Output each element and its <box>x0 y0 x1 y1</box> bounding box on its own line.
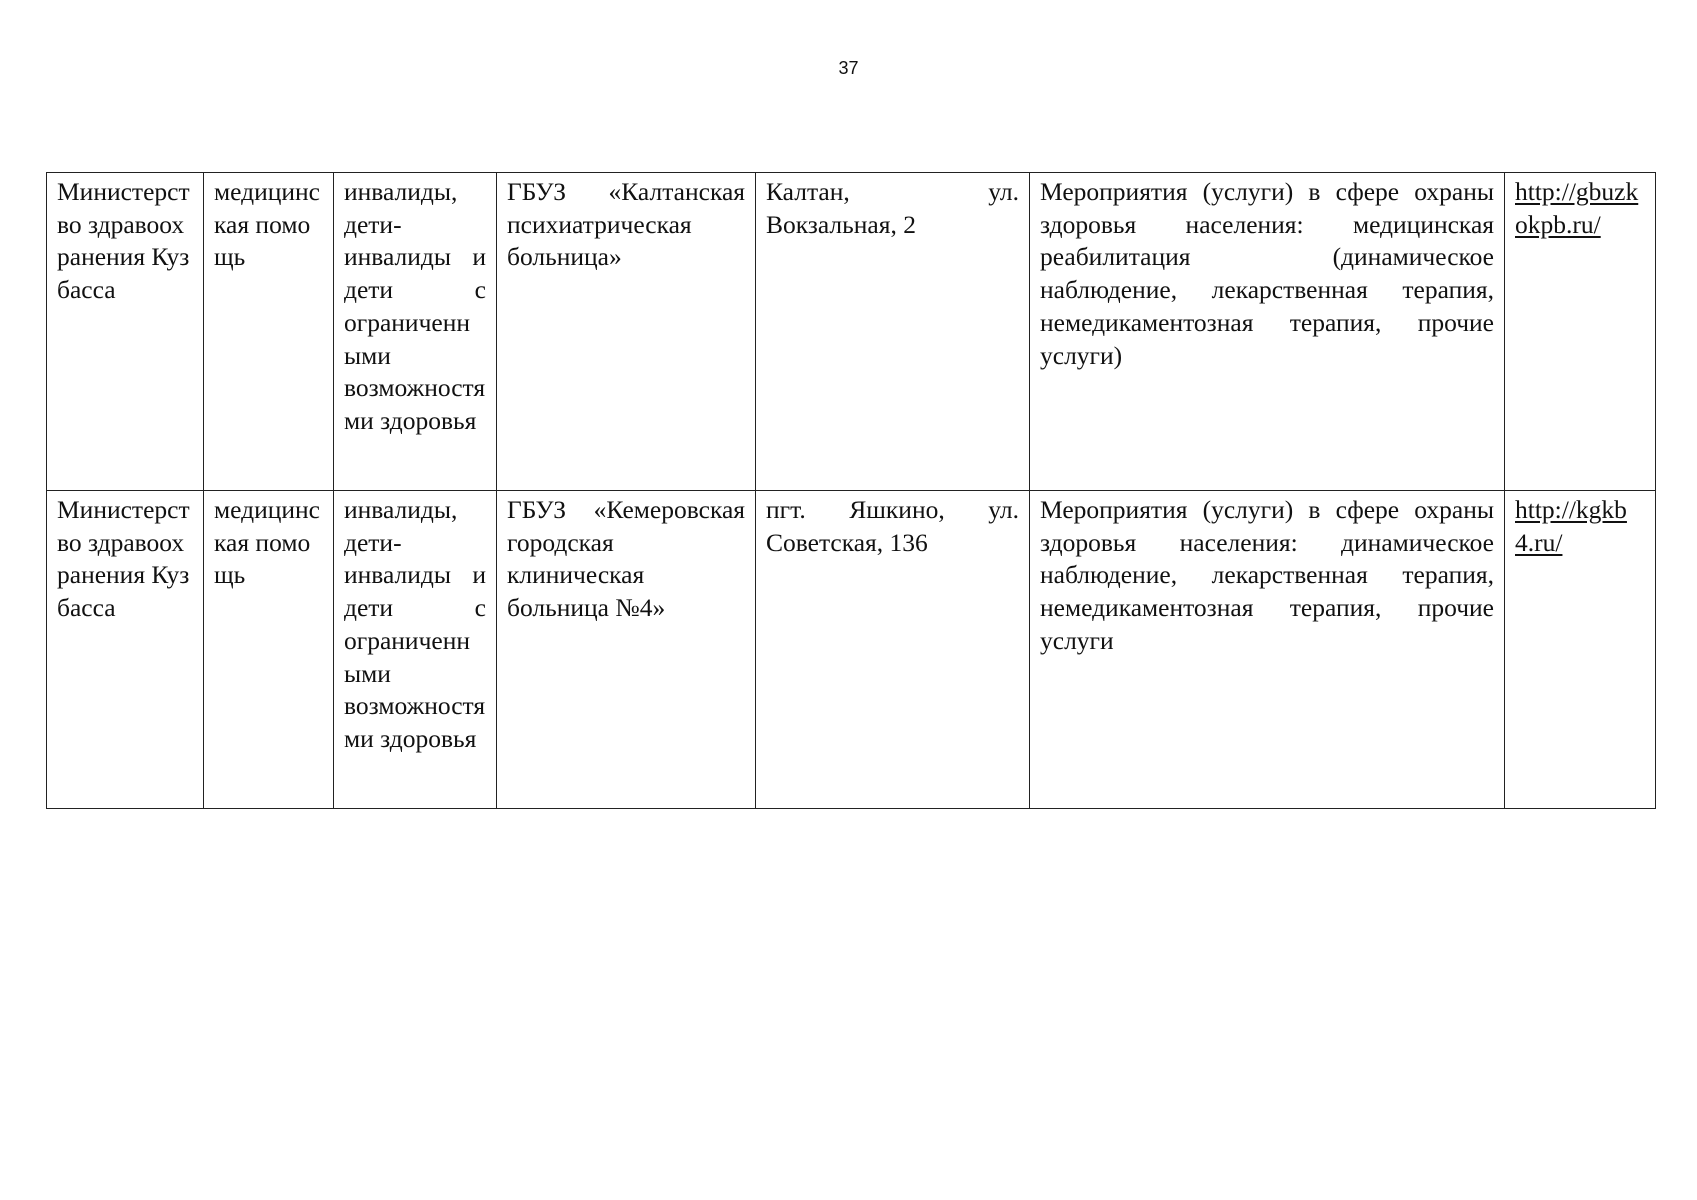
table-row <box>47 491 1656 809</box>
recipients-cell <box>334 491 497 809</box>
category-text: медицинская помощь <box>214 495 320 590</box>
category-text: медицинская помощь <box>214 177 320 272</box>
institution-text: ГБУЗ «Калтанская психиатрическая больница» <box>507 177 745 272</box>
ministry-cell <box>47 173 204 491</box>
website-link[interactable]: http://kgkb4.ru/ <box>1515 495 1627 557</box>
category-cell <box>204 173 334 491</box>
ministry-text: Министерство здравоохранения Кузбасса <box>57 495 190 623</box>
recipients-cell <box>334 173 497 491</box>
institution-text: ГБУЗ «Кемеровская городская клиническая больница №4» <box>507 495 745 623</box>
services-cell <box>1030 491 1505 809</box>
website-cell <box>1505 173 1656 491</box>
institution-cell <box>497 491 756 809</box>
services-table <box>46 172 1656 809</box>
address-text: Калтан, ул. Вокзальная, 2 <box>766 177 1019 239</box>
services-text: Мероприятия (услуги) в сфере охраны здоровья населения: медицинская реабилитация (динамическое наблюдение, лекарственная терапия, немедикаментозная терапия, прочие услуги) <box>1040 177 1494 370</box>
website-link[interactable]: http://gbuzkokpb.ru/ <box>1515 177 1639 239</box>
recipients-text: инвалиды, дети-инвалиды и дети с ограниченными возможностями здоровья <box>344 495 486 753</box>
address-cell <box>756 173 1030 491</box>
website-cell <box>1505 491 1656 809</box>
category-cell <box>204 491 334 809</box>
recipients-text: инвалиды, дети-инвалиды и дети с ограниченными возможностями здоровья <box>344 177 486 435</box>
institution-cell <box>497 173 756 491</box>
ministry-cell <box>47 491 204 809</box>
table-row <box>47 173 1656 491</box>
page-number: 37 <box>838 58 859 78</box>
address-cell <box>756 491 1030 809</box>
services-text: Мероприятия (услуги) в сфере охраны здоровья населения: динамическое наблюдение, лекарственная терапия, немедикаментозная терапия, прочие услуги <box>1040 495 1494 655</box>
ministry-text: Министерство здравоохранения Кузбасса <box>57 177 190 305</box>
services-cell <box>1030 173 1505 491</box>
address-text: пгт. Яшкино, ул. Советская, 136 <box>766 495 1019 557</box>
